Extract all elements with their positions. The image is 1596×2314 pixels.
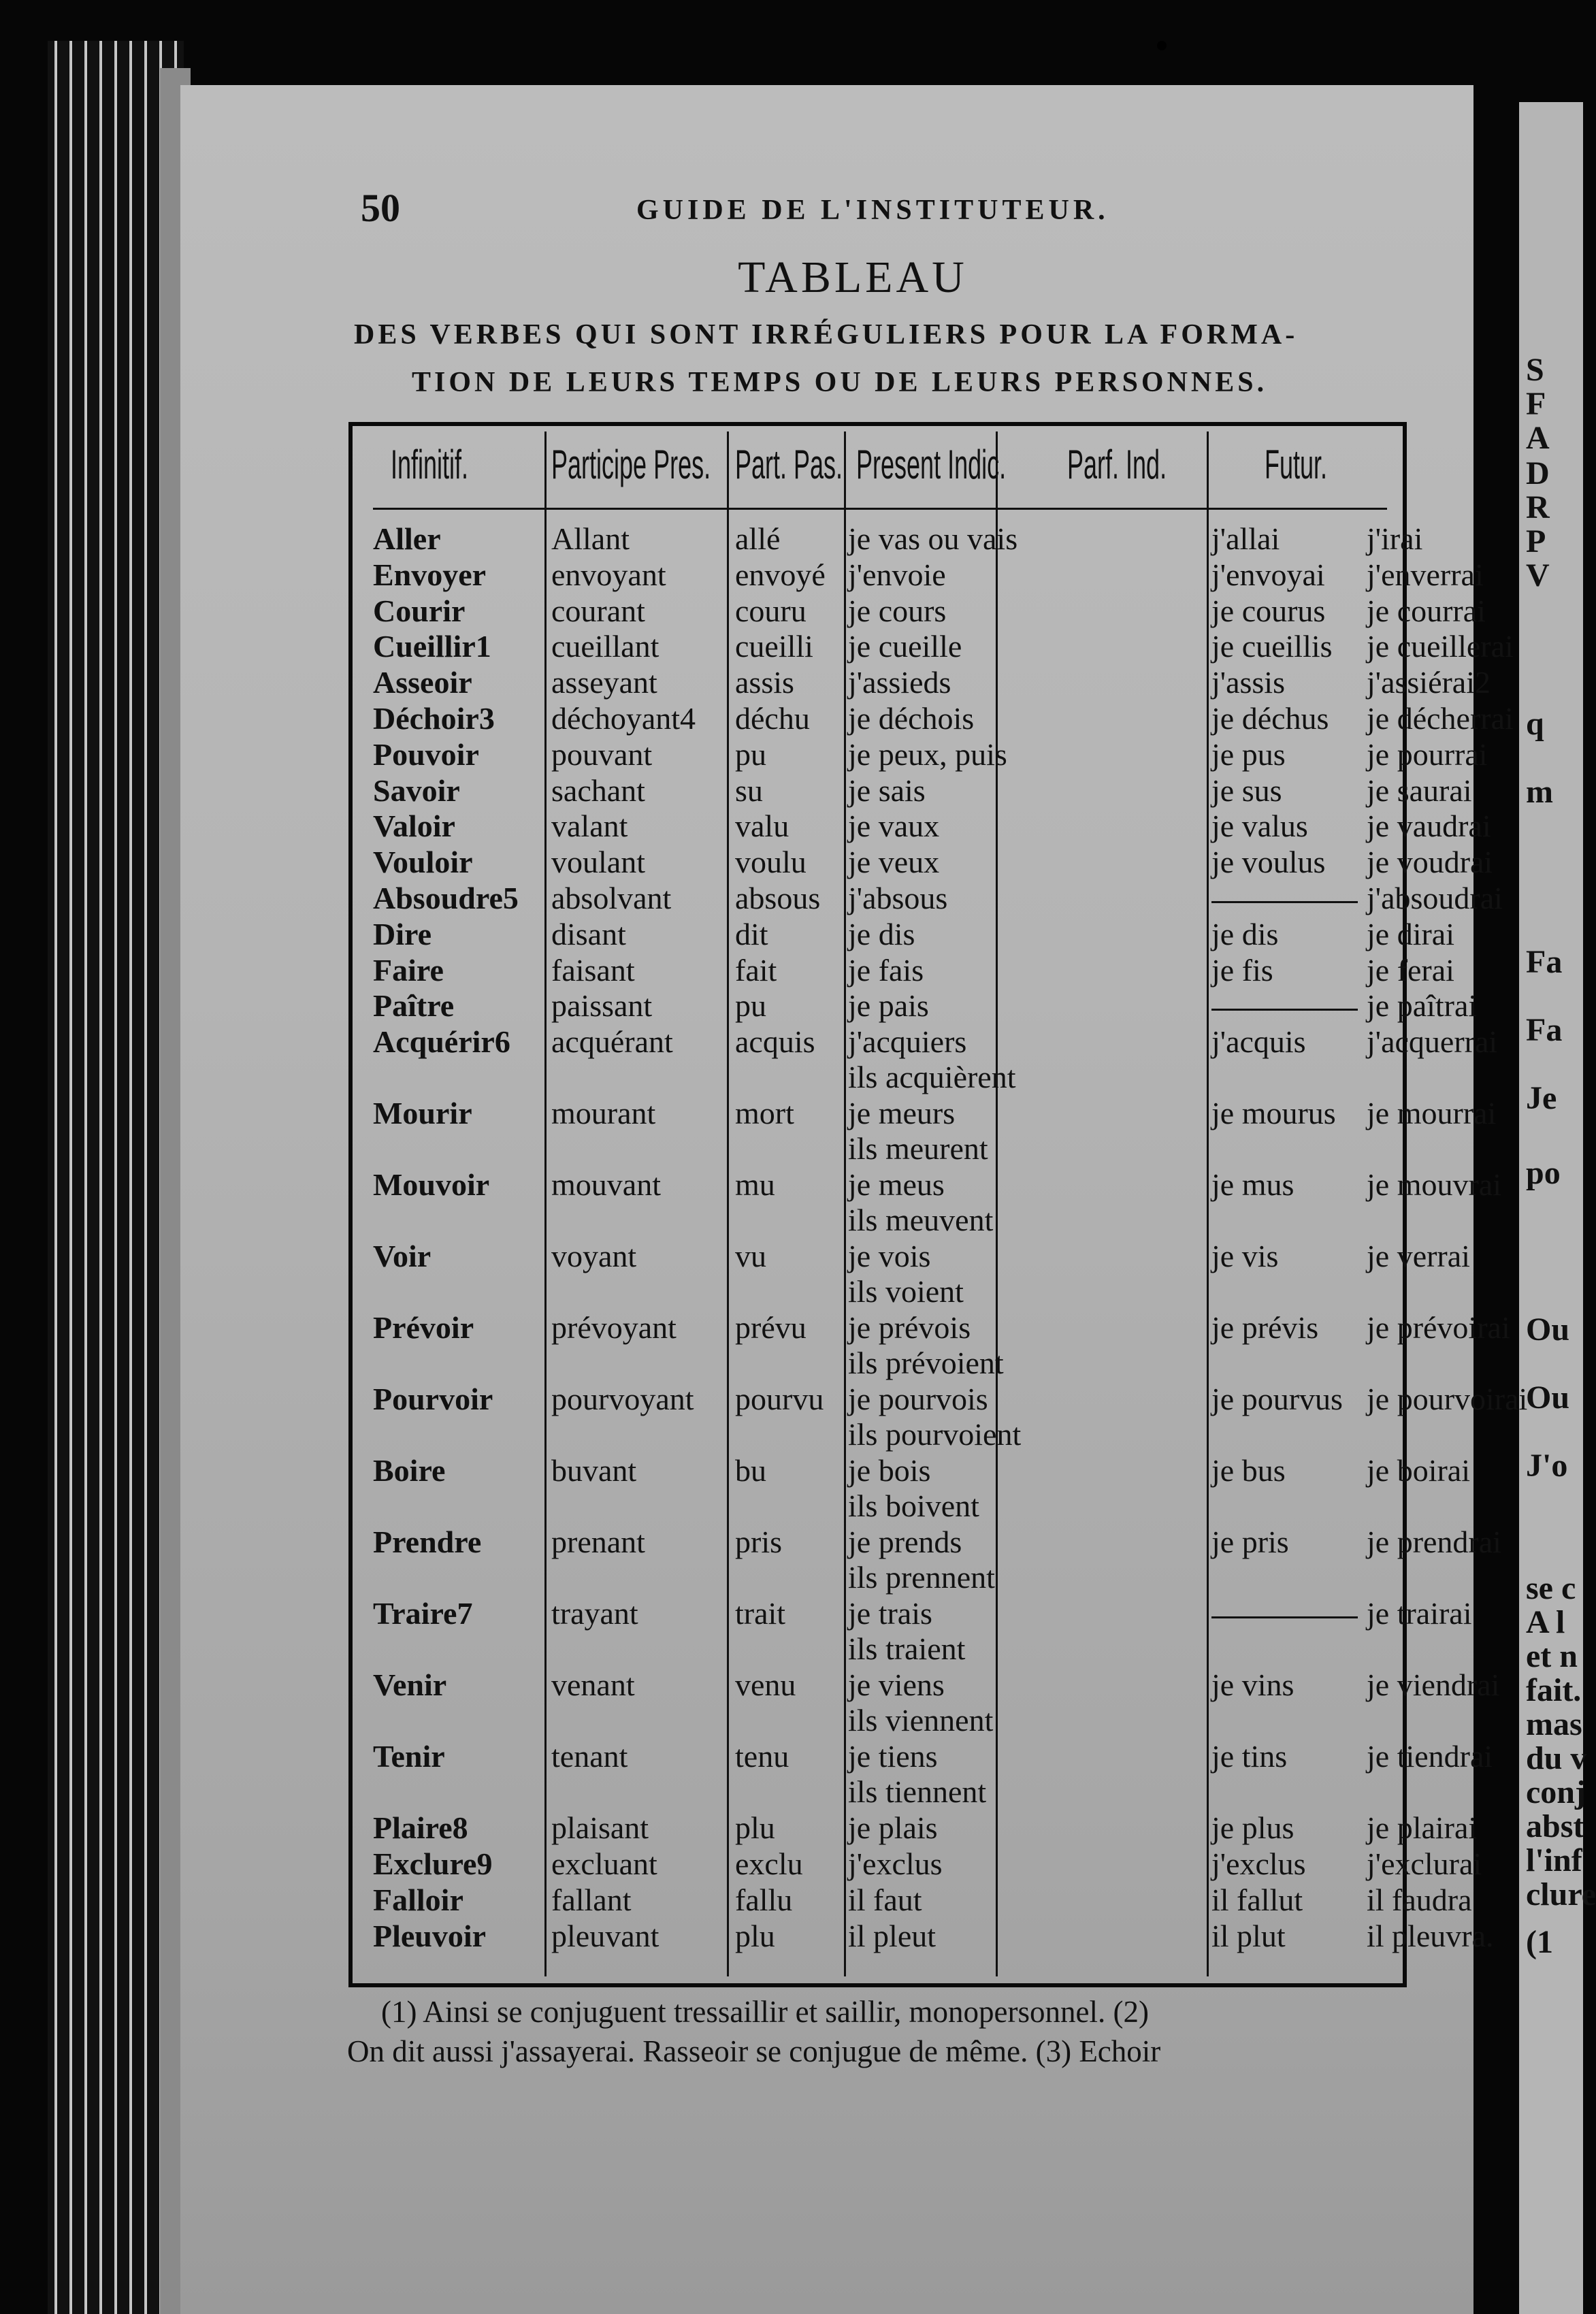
adjacent-page-text: V: [1526, 557, 1550, 593]
cell-infinitif: Faire: [373, 952, 444, 988]
adjacent-page-text: du v: [1526, 1740, 1587, 1776]
cell-parfait-indicatif: je déchus: [1211, 701, 1329, 736]
cell-futur: j'absoudrai: [1367, 881, 1503, 915]
cell-participe-passe: su: [735, 772, 763, 808]
cell-participe-passe: allé: [735, 521, 781, 556]
adjacent-page-text: q: [1526, 706, 1544, 742]
cell-futur: je verrai: [1367, 1239, 1470, 1274]
adjacent-page-text: abst: [1526, 1808, 1584, 1844]
cell-participe-passe: voulu: [735, 845, 807, 880]
cell-participe-passe: couru: [735, 593, 807, 628]
cell-participe-passe: acquis: [735, 1024, 815, 1060]
cell-futur: je mouvrai: [1367, 1167, 1501, 1203]
cell-participe-passe: pourvu: [735, 1382, 824, 1417]
cell-present-indicatif: je déchois: [848, 701, 975, 736]
adjacent-page-text: fait.: [1526, 1672, 1582, 1708]
cell-participe-present: absolvant: [551, 881, 672, 915]
cell-participe-passe: bu: [735, 1453, 766, 1488]
adjacent-page-text: J'o: [1526, 1448, 1568, 1484]
cell-participe-present: déchoyant4: [551, 701, 696, 736]
cell-futur: je courrai: [1367, 593, 1486, 628]
adjacent-page-text: Ou: [1526, 1380, 1570, 1416]
adjacent-page-text: conj: [1526, 1774, 1586, 1810]
cell-participe-present: pourvoyant: [551, 1382, 694, 1417]
cell-futur: je pourrai: [1367, 736, 1488, 772]
cell-parfait-indicatif: je vins: [1211, 1667, 1294, 1703]
adjacent-page-text: l'inf: [1526, 1842, 1582, 1878]
cell-futur: je saurai: [1367, 772, 1472, 808]
cell-parfait-indicatif: je pourvus: [1211, 1382, 1343, 1417]
cell-participe-passe: fallu: [735, 1882, 793, 1917]
adjacent-page-text: m: [1526, 774, 1553, 810]
cell-futur: je mourrai: [1367, 1096, 1497, 1131]
adjacent-page-fragment: [1519, 102, 1596, 2314]
cell-participe-passe: prévu: [735, 1310, 807, 1346]
cell-parfait-indicatif: je mus: [1211, 1167, 1294, 1203]
cell-parfait-indicatif: il fallut: [1211, 1882, 1303, 1917]
cell-participe-present: acquérant: [551, 1024, 673, 1060]
cell-futur: j'irai: [1367, 521, 1423, 556]
cell-futur: j'acquerrai: [1367, 1024, 1498, 1060]
adjacent-page-text: (1: [1526, 1924, 1553, 1960]
cell-infinitif: Déchoir3: [373, 701, 495, 736]
cell-participe-passe: cueilli: [735, 629, 813, 664]
cell-infinitif: Prévoir: [373, 1310, 474, 1346]
cell-infinitif: Plaire8: [373, 1810, 468, 1846]
cell-present-indicatif: je sais: [848, 772, 926, 808]
cell-infinitif: Falloir: [373, 1882, 463, 1917]
header-participe-present: Participe Pres.: [551, 442, 711, 487]
cell-present-indicatif-plural: ils viennent: [848, 1703, 994, 1738]
cell-present-indicatif: j'assieds: [848, 665, 951, 700]
cell-parfait-indicatif: je courus: [1211, 593, 1326, 628]
cell-present-indicatif: j'exclus: [848, 1846, 943, 1881]
cell-participe-passe: tenu: [735, 1739, 789, 1774]
cell-parfait-indicatif: je prévis: [1211, 1310, 1319, 1346]
cell-present-indicatif: j'envoie: [848, 557, 946, 592]
cell-infinitif: Traire7: [373, 1596, 473, 1631]
cell-participe-passe: vu: [735, 1239, 766, 1274]
cell-participe-passe: venu: [735, 1667, 796, 1703]
cell-present-indicatif: il faut: [848, 1882, 922, 1917]
cell-participe-passe: absous: [735, 881, 821, 915]
cell-present-indicatif-plural: ils meuvent: [848, 1203, 994, 1238]
subtitle-line-1: DES VERBES QUI SONT IRRÉGULIERS POUR LA FORMA-: [354, 319, 1299, 351]
page-number: 50: [361, 186, 400, 230]
cell-futur: je prévoirai: [1367, 1310, 1510, 1346]
cell-infinitif: Savoir: [373, 772, 460, 808]
cell-participe-present: cueillant: [551, 629, 659, 664]
cell-parfait-indicatif: je tins: [1211, 1739, 1288, 1774]
cell-parfait-indicatif: il plut: [1211, 1918, 1286, 1953]
cell-participe-passe: valu: [735, 809, 789, 844]
cell-futur: je prendrai: [1367, 1525, 1501, 1560]
cell-infinitif: Pourvoir: [373, 1382, 493, 1417]
cell-present-indicatif: je vaux: [848, 809, 940, 844]
cell-participe-present: mourant: [551, 1096, 656, 1131]
cell-participe-present: fallant: [551, 1882, 632, 1917]
cell-present-indicatif-plural: ils tiennent: [848, 1774, 987, 1810]
cell-parfait-indicatif: j'acquis: [1211, 1024, 1306, 1060]
column-divider: [996, 431, 998, 1976]
cell-parfait-indicatif: je sus: [1211, 772, 1282, 808]
footnote-line-2: On dit aussi j'assayerai. Rasseoir se conjugue de même. (3) Echoir: [347, 2034, 1161, 2068]
cell-participe-passe: mort: [735, 1096, 794, 1131]
cell-participe-passe: pu: [735, 988, 766, 1024]
cell-parfait-indicatif: je vis: [1211, 1239, 1279, 1274]
adjacent-page-text: Fa: [1526, 944, 1563, 980]
cell-futur: j'exclurai: [1367, 1846, 1482, 1881]
adjacent-page-text: et n: [1526, 1638, 1578, 1674]
cell-participe-present: venant: [551, 1667, 635, 1703]
adjacent-page-text: mas: [1526, 1706, 1582, 1742]
cell-parfait-indicatif: je mourus: [1211, 1096, 1336, 1131]
header-rule: [373, 508, 1387, 510]
page-title: TABLEAU: [738, 252, 968, 302]
cell-infinitif: Aller: [373, 521, 441, 556]
cell-participe-present: Allant: [551, 521, 630, 556]
adjacent-page-text: S: [1526, 352, 1544, 388]
cell-participe-present: plaisant: [551, 1810, 649, 1846]
cell-present-indicatif: je bois: [848, 1453, 931, 1488]
cell-participe-passe: pu: [735, 736, 766, 772]
cell-present-indicatif: je pais: [848, 988, 929, 1024]
cell-futur: il faudra: [1367, 1882, 1472, 1917]
empty-cell-dash: [1211, 1616, 1358, 1618]
cell-participe-present: voulant: [551, 845, 645, 880]
footnote-line-1: (1) Ainsi se conjuguent tressaillir et saillir, monopersonnel. (2): [381, 1995, 1149, 2029]
cell-participe-present: pouvant: [551, 736, 653, 772]
cell-participe-passe: mu: [735, 1167, 775, 1203]
cell-participe-present: faisant: [551, 952, 635, 988]
verb-table: [348, 422, 1528, 1987]
adjacent-page-text: R: [1526, 489, 1550, 525]
column-divider: [844, 431, 846, 1976]
cell-infinitif: Venir: [373, 1667, 447, 1703]
adjacent-page-text: A l: [1526, 1604, 1565, 1640]
cell-futur: je ferai: [1367, 952, 1454, 988]
cell-infinitif: Mourir: [373, 1096, 472, 1131]
subtitle-line-2: TION DE LEURS TEMPS OU DE LEURS PERSONNES.: [412, 367, 1268, 398]
adjacent-page-text: clure: [1526, 1876, 1596, 1912]
cell-participe-passe: dit: [735, 916, 768, 951]
adjacent-page-text: P: [1526, 523, 1546, 559]
cell-participe-present: prenant: [551, 1525, 645, 1560]
cell-participe-present: buvant: [551, 1453, 637, 1488]
adjacent-page-text: se c: [1526, 1570, 1576, 1606]
cell-infinitif: Absoudre5: [373, 881, 519, 915]
column-divider: [727, 431, 729, 1976]
cell-present-indicatif: je trais: [848, 1596, 932, 1631]
cell-participe-present: sachant: [551, 772, 645, 808]
cell-participe-passe: déchu: [735, 701, 810, 736]
cell-parfait-indicatif: je bus: [1211, 1453, 1286, 1488]
cell-parfait-indicatif: j'envoyai: [1211, 557, 1325, 592]
cell-infinitif: Mouvoir: [373, 1167, 490, 1203]
cell-infinitif: Valoir: [373, 809, 455, 844]
cell-participe-present: mouvant: [551, 1167, 661, 1203]
cell-infinitif: Envoyer: [373, 557, 487, 592]
cell-parfait-indicatif: je voulus: [1211, 845, 1326, 880]
cell-futur: je pourvoirai: [1367, 1382, 1528, 1417]
empty-cell-dash: [1211, 901, 1358, 903]
cell-participe-present: paissant: [551, 988, 653, 1024]
cell-present-indicatif: je pourvois: [848, 1382, 988, 1417]
adjacent-page-text: Ou: [1526, 1311, 1570, 1348]
empty-cell-dash: [1211, 1009, 1358, 1011]
cell-participe-present: excluant: [551, 1846, 657, 1881]
cell-participe-present: disant: [551, 916, 626, 951]
cell-parfait-indicatif: j'assis: [1211, 665, 1285, 700]
cell-present-indicatif: je viens: [848, 1667, 945, 1703]
cell-participe-passe: plu: [735, 1918, 775, 1953]
cell-parfait-indicatif: je fis: [1211, 952, 1273, 988]
adjacent-page-text: Fa: [1526, 1012, 1563, 1048]
cell-futur: je viendrai: [1367, 1667, 1500, 1703]
header-parfait-indicatif: Parf. Ind.: [1067, 442, 1167, 487]
cell-parfait-indicatif: j'allai: [1211, 521, 1280, 556]
cell-infinitif: Vouloir: [373, 845, 473, 880]
running-title: GUIDE DE L'INSTITUTEUR.: [636, 195, 1109, 226]
cell-parfait-indicatif: je pris: [1211, 1525, 1289, 1560]
cell-present-indicatif: je prends: [848, 1525, 962, 1560]
header-present-indicatif: Present Indic.: [856, 442, 1007, 487]
cell-infinitif: Boire: [373, 1453, 446, 1488]
adjacent-page-text: D: [1526, 455, 1550, 491]
cell-futur: je vaudrai: [1367, 809, 1491, 844]
adjacent-page-text: Je: [1526, 1080, 1557, 1116]
cell-participe-present: tenant: [551, 1739, 628, 1774]
cell-participe-passe: pris: [735, 1525, 782, 1560]
cell-present-indicatif-plural: ils prennent: [848, 1560, 995, 1595]
cell-present-indicatif: je dis: [848, 916, 915, 951]
column-divider: [1207, 431, 1209, 1976]
header-infinitif: Infinitif.: [391, 442, 469, 487]
cell-futur: je cueillerai: [1367, 629, 1514, 664]
cell-present-indicatif: je cours: [848, 593, 947, 628]
cell-parfait-indicatif: je pus: [1211, 736, 1286, 772]
cell-infinitif: Courir: [373, 593, 466, 628]
cell-parfait-indicatif: je plus: [1211, 1810, 1294, 1846]
cell-parfait-indicatif: je cueillis: [1211, 629, 1333, 664]
cell-infinitif: Acquérir6: [373, 1024, 510, 1060]
cell-present-indicatif: je fais: [848, 952, 924, 988]
header-participe-passe: Part. Pas.: [735, 442, 843, 487]
cell-parfait-indicatif: je valus: [1211, 809, 1308, 844]
cell-present-indicatif: je plais: [848, 1810, 938, 1846]
cell-futur: j'assiérai2: [1367, 665, 1491, 700]
cell-present-indicatif: je vois: [848, 1239, 931, 1274]
cell-present-indicatif: je tiens: [848, 1739, 938, 1774]
cell-infinitif: Pleuvoir: [373, 1918, 487, 1953]
cell-participe-present: valant: [551, 809, 628, 844]
cell-present-indicatif: je vas ou vais: [848, 521, 1018, 556]
cell-futur: je voudrai: [1367, 845, 1493, 880]
cell-infinitif: Tenir: [373, 1739, 445, 1774]
cell-participe-passe: assis: [735, 665, 794, 700]
cell-present-indicatif: j'acquiers: [848, 1024, 967, 1060]
cell-infinitif: Asseoir: [373, 665, 472, 700]
cell-futur: je plairai: [1367, 1810, 1478, 1846]
cell-present-indicatif: je cueille: [848, 629, 962, 664]
cell-participe-passe: exclu: [735, 1846, 803, 1881]
cell-participe-present: voyant: [551, 1239, 637, 1274]
cell-present-indicatif-plural: ils traient: [848, 1631, 966, 1667]
cell-participe-passe: trait: [735, 1596, 786, 1631]
ink-spot: [1157, 41, 1167, 50]
cell-participe-passe: fait: [735, 952, 777, 988]
cell-participe-present: courant: [551, 593, 645, 628]
cell-futur: je paîtrai: [1367, 988, 1478, 1024]
cell-participe-present: prévoyant: [551, 1310, 677, 1346]
adjacent-page-text: A: [1526, 420, 1550, 456]
adjacent-page-text: po: [1526, 1155, 1561, 1191]
cell-infinitif: Dire: [373, 916, 432, 951]
cell-infinitif: Pouvoir: [373, 736, 479, 772]
cell-infinitif: Paître: [373, 988, 455, 1024]
cell-present-indicatif-plural: ils boivent: [848, 1488, 979, 1524]
cell-infinitif: Voir: [373, 1239, 431, 1274]
cell-present-indicatif-plural: ils pourvoient: [848, 1417, 1022, 1452]
cell-present-indicatif-plural: ils voient: [848, 1274, 964, 1309]
cell-parfait-indicatif: j'exclus: [1211, 1846, 1306, 1881]
cell-present-indicatif: je veux: [848, 845, 940, 880]
cell-present-indicatif: je meus: [848, 1167, 945, 1203]
cell-present-indicatif: j'absous: [848, 881, 948, 915]
cell-present-indicatif: je meurs: [848, 1096, 956, 1131]
cell-infinitif: Exclure9: [373, 1846, 493, 1881]
cell-present-indicatif-plural: ils prévoient: [848, 1346, 1004, 1381]
cell-participe-present: asseyant: [551, 665, 657, 700]
cell-present-indicatif-plural: ils acquièrent: [848, 1060, 1016, 1095]
cell-futur: je dirai: [1367, 916, 1454, 951]
cell-infinitif: Prendre: [373, 1525, 482, 1560]
cell-present-indicatif: je prévois: [848, 1310, 971, 1346]
cell-futur: il pleuvra.: [1367, 1918, 1494, 1953]
cell-participe-present: trayant: [551, 1596, 638, 1631]
cell-parfait-indicatif: je dis: [1211, 916, 1279, 951]
cell-infinitif: Cueillir1: [373, 629, 491, 664]
cell-participe-present: pleuvant: [551, 1918, 659, 1953]
cell-participe-passe: envoyé: [735, 557, 826, 592]
cell-participe-passe: plu: [735, 1810, 775, 1846]
cell-present-indicatif-plural: ils meurent: [848, 1131, 988, 1167]
cell-present-indicatif: je peux, puis: [848, 736, 1007, 772]
cell-futur: j'enverrai: [1367, 557, 1484, 592]
cell-present-indicatif: il pleut: [848, 1918, 937, 1953]
adjacent-page-text: F: [1526, 386, 1546, 422]
header-futur: Futur.: [1265, 442, 1328, 487]
cell-participe-present: envoyant: [551, 557, 666, 592]
cell-futur: je tiendrai: [1367, 1739, 1493, 1774]
cell-futur: je boirai: [1367, 1453, 1470, 1488]
column-divider: [544, 431, 547, 1976]
cell-futur: je décherrai: [1367, 701, 1514, 736]
cell-futur: je trairai: [1367, 1596, 1472, 1631]
